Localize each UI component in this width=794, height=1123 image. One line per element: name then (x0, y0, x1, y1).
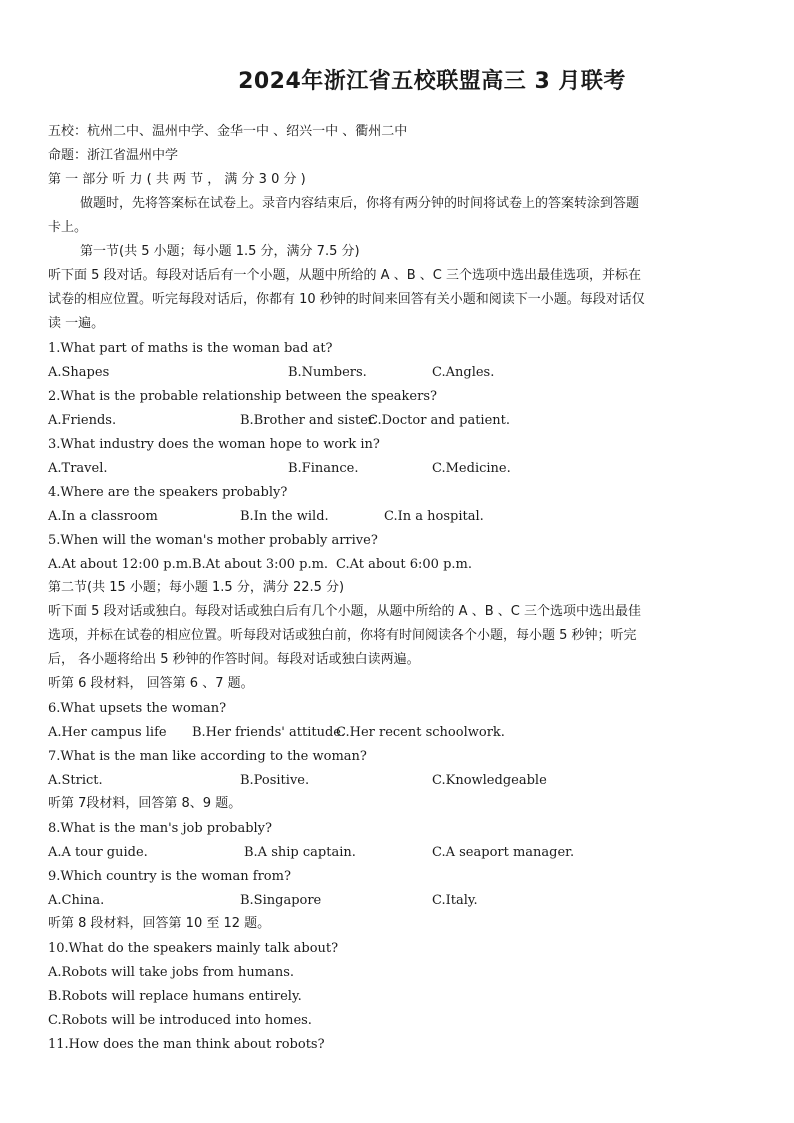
q4-option-b: B.In the wild. (240, 509, 329, 524)
question-2: 2.What is the probable relationship between the speakers? (48, 389, 437, 404)
q5-option-b: B.At about 3:00 p.m. (192, 557, 329, 572)
q4-option-a: A.In a classroom (48, 509, 158, 524)
schools-line: 五校：杭州二中、温州中学、金华一中 、绍兴一中 、衢州二中 (48, 124, 408, 139)
page-title: 2024年浙江省五校联盟高三 3 月联考 (238, 69, 626, 94)
instructions-2c: 读 一遍。 (48, 316, 105, 331)
q8-option-c: C.A seaport manager. (432, 845, 575, 860)
question-11: 11.How does the man think about robots? (48, 1037, 325, 1052)
q6-option-c: C.Her recent schoolwork. (336, 725, 505, 740)
q8-option-a: A.A tour guide. (48, 845, 148, 860)
q7-option-b: B.Positive. (240, 773, 310, 788)
q3-option-c: C.Medicine. (432, 461, 511, 476)
q2-option-c: C.Doctor and patient. (368, 413, 510, 428)
material-6-heading: 听第 6 段材料， 回答第 6 、7 题。 (48, 676, 254, 691)
section1-heading: 第一节(共 5 小题；每小题 1.5 分，满分 7.5 分) (80, 244, 360, 259)
q6-option-b: B.Her friends' attitude. (192, 725, 346, 740)
material-8-heading: 听第 8 段材料，回答第 10 至 12 题。 (48, 916, 271, 931)
question-5: 5.When will the woman's mother probably arrive? (48, 533, 378, 548)
q1-option-b: B.Numbers. (288, 365, 367, 380)
q5-option-a: A.At about 12:00 p.m. (48, 557, 193, 572)
question-3: 3.What industry does the woman hope to work in? (48, 437, 380, 452)
q10-option-a: A.Robots will take jobs from humans. (48, 965, 295, 980)
q9-option-b: B.Singapore (240, 893, 322, 908)
question-7: 7.What is the man like according to the woman? (48, 749, 367, 764)
q6-option-a: A.Her campus life (48, 725, 167, 740)
question-6: 6.What upsets the woman? (48, 701, 227, 716)
instructions-1a: 做题时，先将答案标在试卷上。录音内容结束后，你将有两分钟的时间将试卷上的答案转涂到答题 (80, 196, 640, 211)
q2-option-a: A.Friends. (48, 413, 117, 428)
q8-option-b: B.A ship captain. (244, 845, 356, 860)
q10-option-b: B.Robots will replace humans entirely. (48, 989, 302, 1004)
q7-option-c: C.Knowledgeable (432, 773, 547, 788)
q4-option-c: C.In a hospital. (384, 509, 484, 524)
question-10: 10.What do the speakers mainly talk about? (48, 941, 339, 956)
q9-option-c: C.Italy. (432, 893, 478, 908)
q1-option-a: A.Shapes (48, 365, 110, 380)
instructions-2b: 试卷的相应位置。听完每段对话后，你都有 10 秒钟的时间来回答有关小题和阅读下一小题。每段对话仅 (48, 292, 645, 307)
instructions-3b: 选项，并标在试卷的相应位置。听每段对话或独白前，你将有时间阅读各个小题，每小题 5 秒钟；听完 (48, 628, 637, 643)
section2-heading: 第二节(共 15 小题；每小题 1.5 分，满分 22.5 分) (48, 580, 345, 595)
instructions-1b: 卡上。 (48, 220, 88, 235)
question-9: 9.Which country is the woman from? (48, 869, 291, 884)
instructions-2a: 听下面 5 段对话。每段对话后有一个小题，从题中所给的 A 、B 、C 三个选项中选出最佳选项，并标在 (48, 268, 641, 283)
q9-option-a: A.China. (48, 893, 105, 908)
q7-option-a: A.Strict. (48, 773, 103, 788)
setter-line: 命题：浙江省温州中学 (48, 148, 179, 163)
question-4: 4.Where are the speakers probably? (48, 485, 288, 500)
question-1: 1.What part of maths is the woman bad at? (48, 341, 333, 356)
q3-option-b: B.Finance. (288, 461, 359, 476)
instructions-3a: 听下面 5 段对话或独白。每段对话或独白后有几个小题，从题中所给的 A 、B 、C 三个选项中选出最佳 (48, 604, 641, 619)
q2-option-b: B.Brother and sister. (240, 413, 377, 428)
instructions-3c: 后， 各小题将给出 5 秒钟的作答时间。每段对话或独白读两遍。 (48, 652, 420, 667)
q10-option-c: C.Robots will be introduced into homes. (48, 1013, 312, 1028)
q5-option-c: C.At about 6:00 p.m. (336, 557, 472, 572)
q3-option-a: A.Travel. (48, 461, 108, 476)
question-8: 8.What is the man's job probably? (48, 821, 272, 836)
q1-option-c: C.Angles. (432, 365, 495, 380)
part1-heading: 第 一 部分 听 力 ( 共 两 节 ， 满 分 3 0 分 ) (48, 172, 306, 187)
material-7-heading: 听第 7段材料，回答第 8、9 题。 (48, 796, 242, 811)
